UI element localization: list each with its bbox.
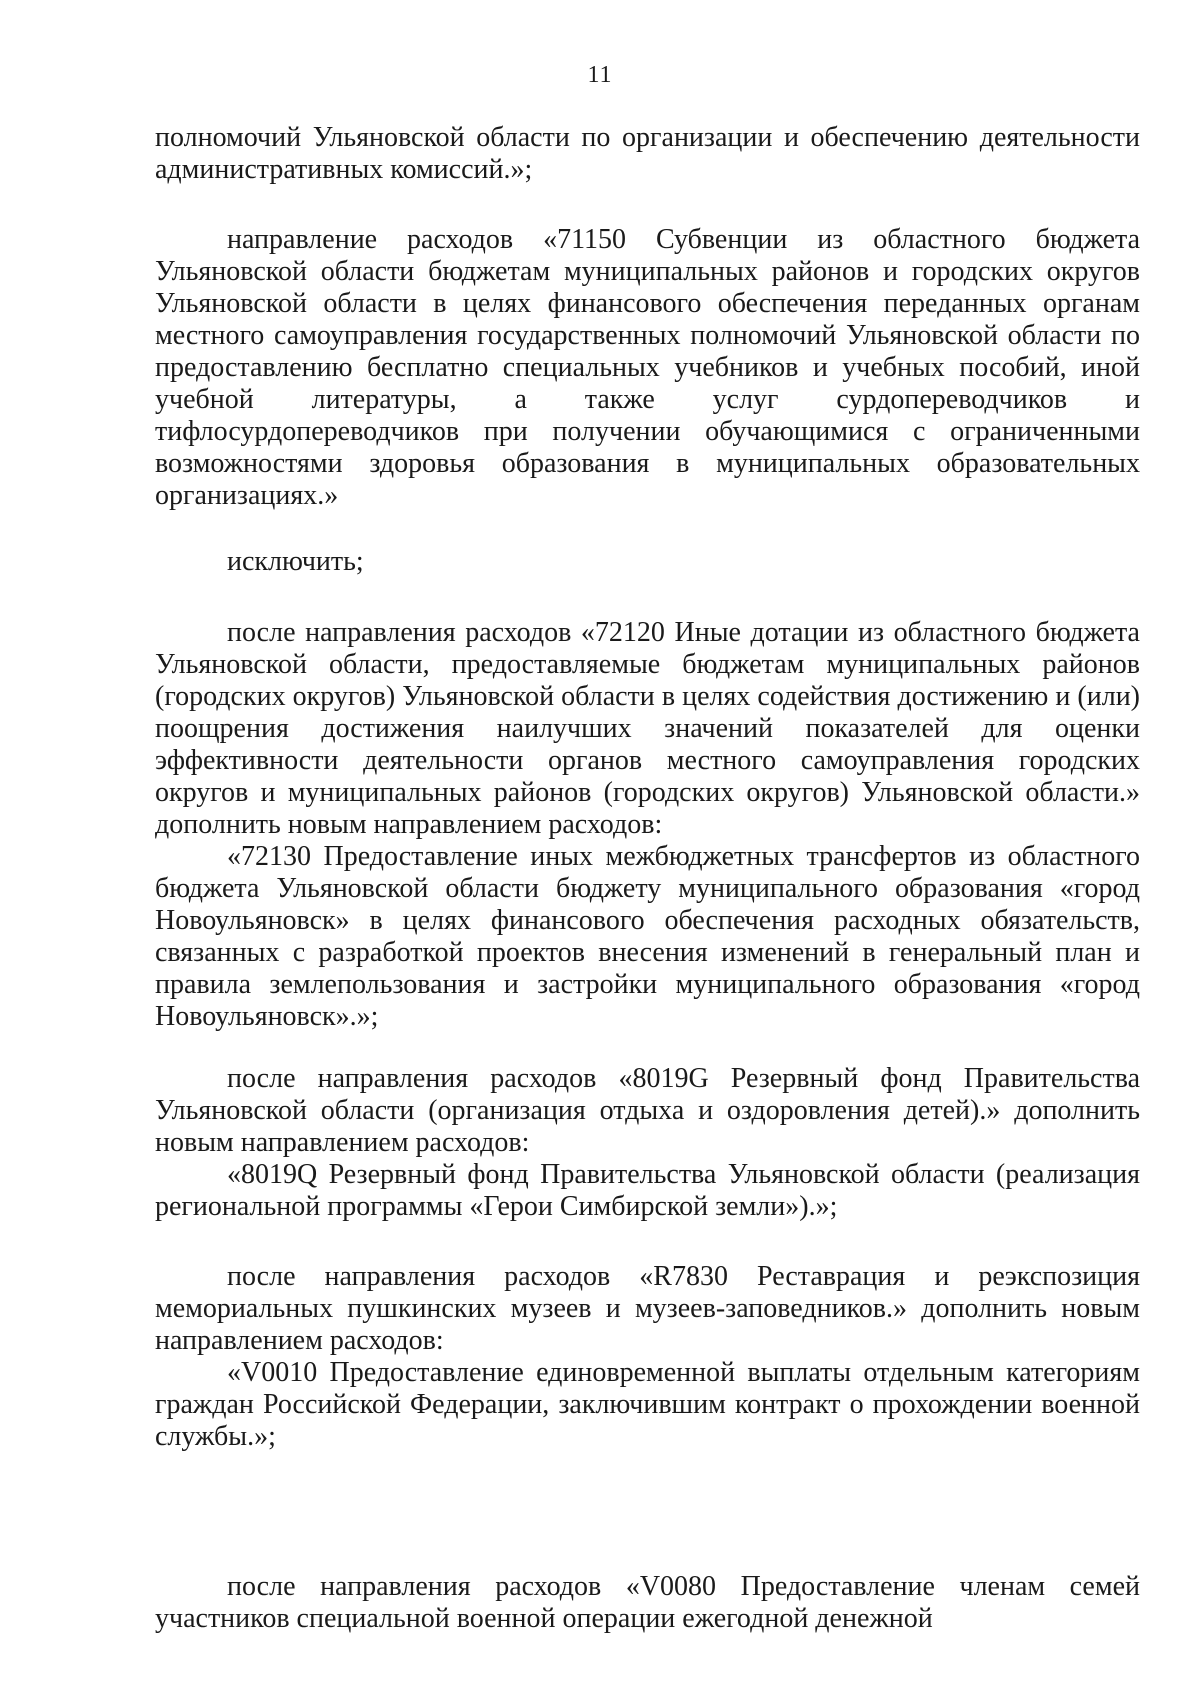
paragraph-text: после направления расходов «8019G Резервный фонд Правительства Ульяновской области (организация отдыха и оздоровления детей).» дополнить новым направлением расходов:	[155, 1063, 1140, 1158]
paragraph-exclude	[155, 546, 1140, 578]
paragraph-V0080	[155, 1571, 1140, 1635]
paragraph-71150	[155, 224, 1140, 512]
paragraph-text: после направления расходов «R7830 Реставрация и реэкспозиция мемориальных пушкинских музеев и музеев-заповедников.» дополнить новым направлением расходов:	[155, 1261, 1140, 1356]
paragraph-text-V0010: «V0010 Предоставление единовременной выплаты отдельным категориям граждан Российской Федерации, заключившим контракт о прохождении военной службы.»;	[155, 1357, 1140, 1452]
paragraph-continuation	[155, 122, 1140, 186]
paragraph-R7830	[155, 1261, 1140, 1453]
paragraph-text: полномочий Ульяновской области по организации и обеспечению деятельности административных комиссий.»;	[155, 122, 1140, 185]
paragraph-8019G	[155, 1063, 1140, 1223]
paragraph-text: после направления расходов «V0080 Предоставление членам семей участников специальной военной операции ежегодной денежной	[155, 1571, 1140, 1634]
page-number: 11	[587, 62, 613, 88]
paragraph-text-8019Q: «8019Q Резервный фонд Правительства Ульяновской области (реализация региональной программы «Герои Симбирской земли»).»;	[155, 1159, 1140, 1222]
paragraph-72120	[155, 617, 1140, 1033]
paragraph-text: исключить;	[227, 546, 364, 577]
paragraph-text: после направления расходов «72120 Иные дотации из областного бюджета Ульяновской области, предоставляемые бюджетам муниципальных районов (городских округов) Ульяновской области в целях содействия достижению и (или) поощрения достижения наилучших значений показателей для оценки эффективности деятельности органов местного самоуправления городских округов и муниципальных районов (городских округов) Ульяновской области.» дополнить новым направлением расходов:	[155, 617, 1140, 840]
paragraph-text-72130: «72130 Предоставление иных межбюджетных трансфертов из областного бюджета Ульяновской области бюджету муниципального образования «город Новоульяновск» в целях финансового обеспечения расходных обязательств, связанных с разработкой проектов внесения изменений в генеральный план и правила землепользования и застройки муниципального образования «город Новоульяновск».»;	[155, 841, 1140, 1032]
paragraph-text: направление расходов «71150 Субвенции из областного бюджета Ульяновской области бюджетам муниципальных районов и городских округов Ульяновской области в целях финансового обеспечения переданных органам местного самоуправления государственных полномочий Ульяновской области по предоставлению бесплатно специальных учебников и учебных пособий, иной учебной литературы, а также услуг сурдопереводчиков и тифлосурдопереводчиков при получении обучающимися с ограниченными возможностями здоровья образования в муниципальных образовательных организациях.»	[155, 224, 1140, 511]
